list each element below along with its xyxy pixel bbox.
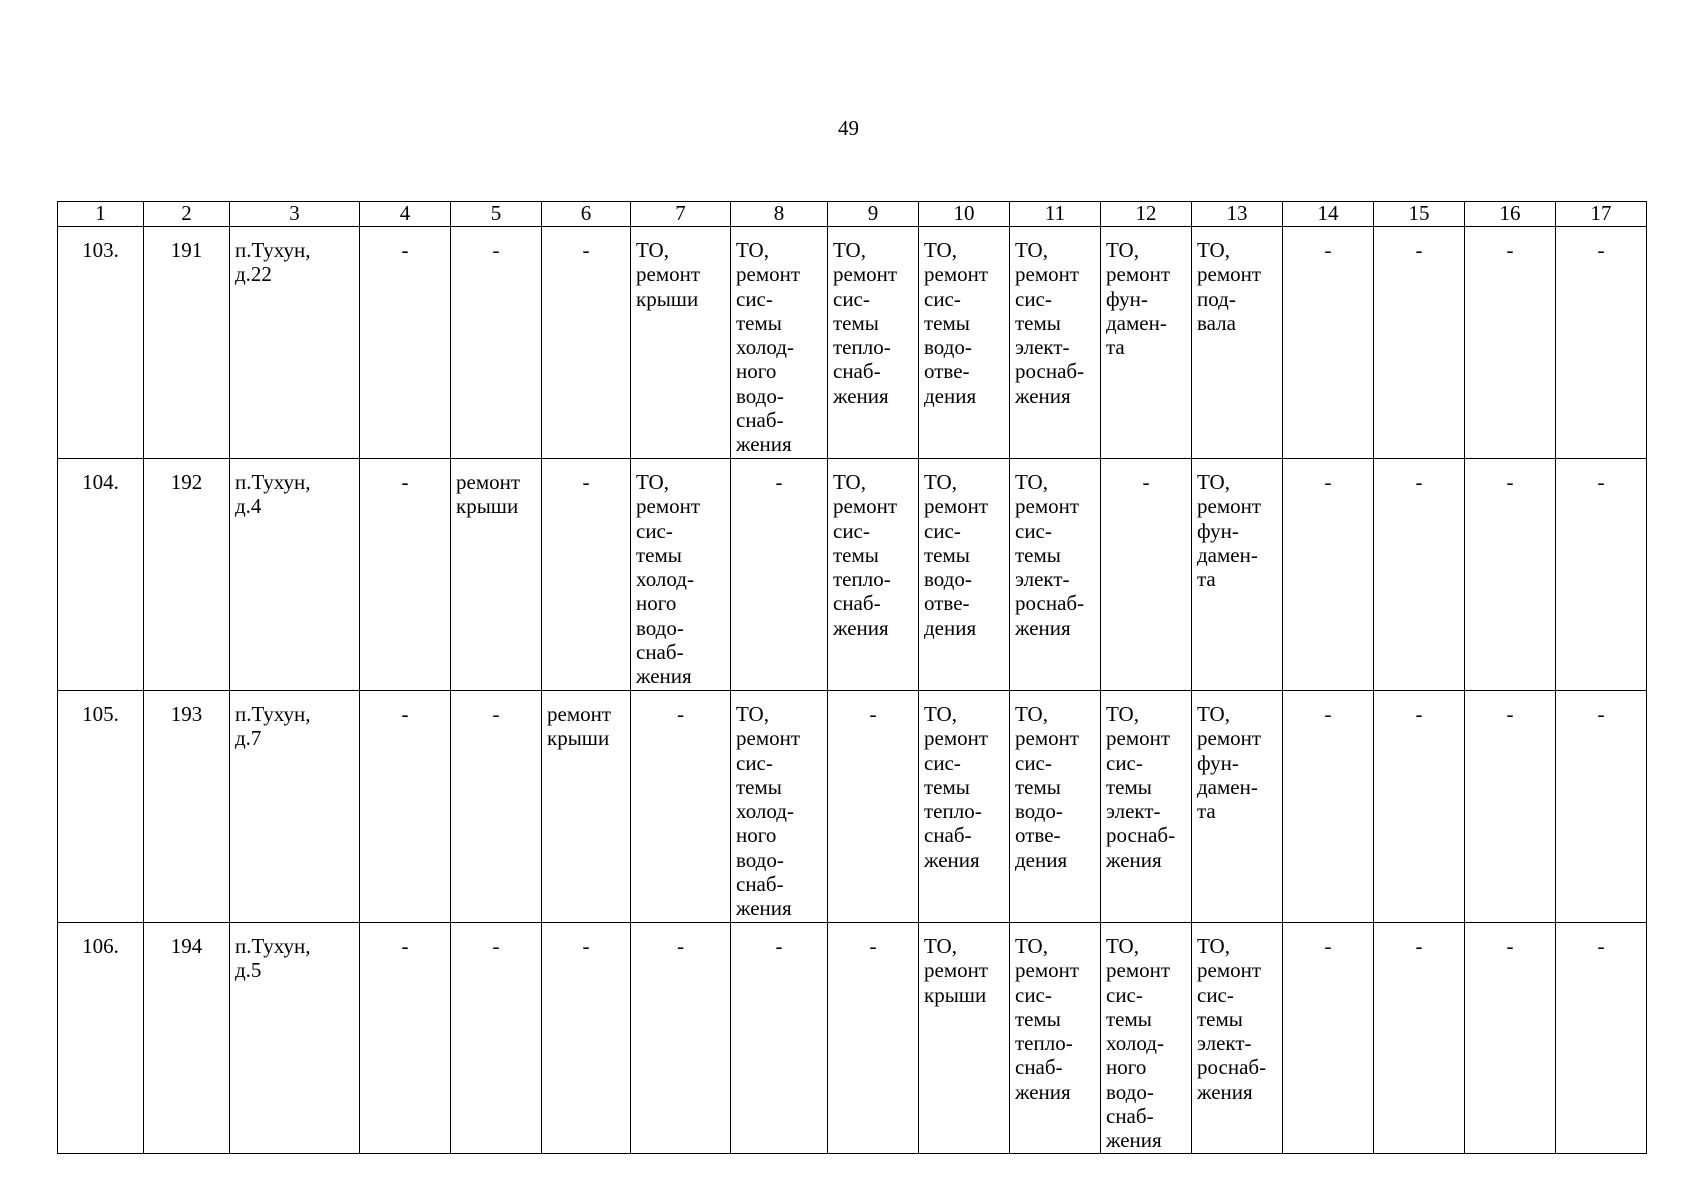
cell-text-line: ремонт — [1106, 262, 1171, 287]
cell-text-line: крыши — [636, 286, 699, 311]
table-cell — [360, 227, 451, 459]
cell-text-line: 106. — [82, 934, 119, 958]
table-cell — [1283, 923, 1374, 1154]
cell-text-line: снаб- — [833, 591, 881, 616]
cell-text-line: снаб- — [833, 359, 881, 384]
cell-text-line: 194 — [170, 934, 203, 958]
cell-text-line: - — [401, 702, 409, 726]
cell-text-line: роснаб- — [1015, 591, 1085, 616]
cell-text-line: сис- — [1015, 286, 1052, 311]
cell-text-line: ного — [636, 591, 677, 616]
cell-text-line: темы — [1015, 310, 1061, 335]
cell-text-line: отве- — [924, 359, 970, 384]
table-cell — [1192, 227, 1283, 459]
table-cell — [1101, 691, 1192, 923]
cell-text-line: ремонт — [833, 262, 898, 287]
cell-text-line: - — [582, 238, 590, 262]
column-number-cell: 11 — [1010, 202, 1101, 227]
table-cell — [1010, 227, 1101, 459]
table-cell — [1374, 691, 1465, 923]
cell-text-line: темы — [736, 310, 782, 335]
table-cell — [1556, 691, 1647, 923]
column-number-row — [58, 202, 1647, 227]
cell-text-line: дения — [924, 383, 977, 408]
cell-text-line: ТО, — [833, 238, 866, 262]
table-cell — [731, 923, 828, 1154]
cell-text-line: ТО, — [1197, 470, 1230, 494]
table-cell — [1465, 227, 1556, 459]
cell-text-line: холод- — [736, 335, 794, 360]
table-cell — [631, 923, 731, 1154]
column-number-cell: 16 — [1465, 202, 1556, 227]
column-number-cell: 14 — [1283, 202, 1374, 227]
cell-text-line: ремонт — [736, 726, 801, 751]
table-cell — [919, 459, 1010, 691]
table-cell — [1101, 459, 1192, 691]
cell-text-line: темы — [1197, 1006, 1243, 1031]
cell-text-line: ТО, — [1015, 702, 1048, 726]
column-number-cell: 1 — [58, 202, 144, 227]
table-cell — [828, 459, 919, 691]
table-cell — [230, 923, 360, 1154]
cell-text-line: - — [582, 934, 590, 958]
column-number-cell: 7 — [631, 202, 731, 227]
table-cell — [1465, 691, 1556, 923]
cell-text-line: жения — [736, 896, 792, 921]
cell-text-line: - — [401, 470, 409, 494]
cell-text-line: - — [1324, 470, 1332, 494]
column-number-cell: 8 — [731, 202, 828, 227]
cell-text-line: снаб- — [924, 823, 972, 848]
table-cell — [1192, 923, 1283, 1154]
cell-text-line: ремонт — [1197, 726, 1262, 751]
table-cell — [144, 923, 230, 1154]
cell-text-line: - — [1324, 702, 1332, 726]
table-cell — [1010, 923, 1101, 1154]
cell-text-line: ТО, — [1106, 702, 1139, 726]
cell-text-line: д.7 — [235, 726, 262, 751]
cell-text-line: ремонт — [1015, 726, 1080, 751]
cell-text-line: ремонт — [1106, 726, 1171, 751]
table-cell — [451, 923, 542, 1154]
cell-text-line: снаб- — [736, 872, 784, 897]
cell-text-line: сис- — [636, 518, 673, 543]
cell-text-line: темы — [636, 542, 682, 567]
cell-text-line: - — [869, 934, 877, 958]
cell-text-line: темы — [924, 774, 970, 799]
cell-text-line: темы — [1015, 542, 1061, 567]
cell-text-line: жения — [833, 615, 889, 640]
cell-text-line: п.Тухун, — [235, 470, 311, 494]
cell-text-line: - — [1142, 470, 1150, 494]
table-cell — [1283, 459, 1374, 691]
cell-text-line: ремонт — [1015, 494, 1080, 519]
cell-text-line: ремонт — [547, 702, 612, 726]
table-cell — [1010, 691, 1101, 923]
column-number-cell: 17 — [1556, 202, 1647, 227]
cell-text-line: 103. — [82, 238, 119, 262]
cell-text-line: роснаб- — [1015, 359, 1085, 384]
cell-text-line: вала — [1197, 310, 1236, 335]
cell-text-line: холод- — [736, 799, 794, 824]
cell-text-line: - — [677, 934, 684, 958]
table-cell — [58, 923, 144, 1154]
cell-text-line: п.Тухун, — [235, 238, 311, 262]
cell-text-line: снаб- — [1106, 1104, 1154, 1129]
cell-text-line: сис- — [1197, 982, 1234, 1007]
cell-text-line: холод- — [636, 567, 694, 592]
cell-text-line: ремонт — [636, 262, 701, 287]
cell-text-line: ТО, — [833, 470, 866, 494]
table-cell — [1010, 459, 1101, 691]
cell-text-line: дения — [1015, 847, 1068, 872]
cell-text-line: - — [1597, 934, 1605, 958]
column-number-cell: 5 — [451, 202, 542, 227]
cell-text-line: тепло- — [833, 567, 891, 592]
column-number-cell: 13 — [1192, 202, 1283, 227]
cell-text-line: - — [1506, 470, 1514, 494]
cell-text-line: элект- — [1015, 567, 1070, 592]
table-cell — [1283, 691, 1374, 923]
table-cell — [1556, 923, 1647, 1154]
cell-text-line: элект- — [1015, 335, 1070, 360]
table-row — [58, 227, 1647, 459]
cell-text-line: - — [492, 702, 500, 726]
table-cell — [58, 227, 144, 459]
cell-text-line: ТО, — [636, 238, 669, 262]
cell-text-line: жения — [833, 383, 889, 408]
cell-text-line: п.Тухун, — [235, 702, 311, 726]
table-cell — [144, 227, 230, 459]
cell-text-line: роснаб- — [1106, 823, 1176, 848]
cell-text-line: фун- — [1197, 750, 1239, 775]
cell-text-line: 192 — [170, 470, 203, 494]
cell-text-line: ТО, — [924, 702, 957, 726]
cell-text-line: ремонт — [1106, 958, 1171, 983]
cell-text-line: ТО, — [1015, 238, 1048, 262]
cell-text-line: элект- — [1106, 799, 1161, 824]
cell-text-line: ремонт — [1197, 494, 1262, 519]
cell-text-line: жения — [1015, 1079, 1071, 1104]
column-number-cell: 3 — [230, 202, 360, 227]
cell-text-line: дамен- — [1197, 542, 1258, 567]
cell-text-line: ремонт — [1197, 958, 1262, 983]
cell-text-line: ТО, — [736, 702, 769, 726]
cell-text-line: крыши — [924, 982, 987, 1007]
cell-text-line: - — [1415, 702, 1423, 726]
cell-text-line: крыши — [456, 494, 519, 519]
cell-text-line: ного — [1106, 1055, 1147, 1080]
cell-text-line: темы — [833, 542, 879, 567]
cell-text-line: ТО, — [1106, 238, 1139, 262]
table-cell — [1101, 227, 1192, 459]
table-cell — [1556, 227, 1647, 459]
cell-text-line: ТО, — [1197, 934, 1230, 958]
table-cell — [230, 691, 360, 923]
cell-text-line: под- — [1197, 286, 1236, 311]
cell-text-line: 193 — [170, 702, 203, 726]
cell-text-line: - — [401, 934, 409, 958]
cell-text-line: темы — [924, 542, 970, 567]
column-number-cell: 15 — [1374, 202, 1465, 227]
table-cell — [1101, 923, 1192, 1154]
cell-text-line: водо- — [736, 383, 784, 408]
column-number-cell: 2 — [144, 202, 230, 227]
cell-text-line: - — [1415, 238, 1423, 262]
cell-text-line: ремонт — [636, 494, 701, 519]
cell-text-line: - — [1506, 934, 1514, 958]
cell-text-line: - — [1597, 238, 1605, 262]
table-cell — [451, 459, 542, 691]
cell-text-line: водо- — [1015, 799, 1063, 824]
cell-text-line: дения — [924, 615, 977, 640]
cell-text-line: жения — [1106, 1128, 1162, 1153]
page-number: 49 — [838, 116, 859, 140]
table-cell — [828, 691, 919, 923]
cell-text-line: - — [401, 238, 409, 262]
column-number-cell: 4 — [360, 202, 451, 227]
cell-text-line: ного — [736, 823, 777, 848]
cell-text-line: ТО, — [1197, 238, 1230, 262]
cell-text-line: та — [1106, 335, 1125, 360]
cell-text-line: дамен- — [1197, 774, 1258, 799]
table-cell — [731, 459, 828, 691]
table-cell — [542, 459, 631, 691]
cell-text-line: - — [1415, 934, 1423, 958]
cell-text-line: ремонт — [924, 262, 989, 287]
cell-text-line: ТО, — [1015, 934, 1048, 958]
cell-text-line: 191 — [170, 238, 203, 262]
cell-text-line: темы — [1106, 1006, 1152, 1031]
cell-text-line: снаб- — [1015, 1055, 1063, 1080]
cell-text-line: темы — [736, 774, 782, 799]
cell-text-line: темы — [1015, 774, 1061, 799]
table-cell — [1192, 459, 1283, 691]
cell-text-line: холод- — [1106, 1031, 1164, 1056]
cell-text-line: ремонт — [924, 958, 989, 983]
table-cell — [631, 227, 731, 459]
cell-text-line: - — [1597, 702, 1605, 726]
table-cell — [144, 459, 230, 691]
cell-text-line: ремонт — [456, 470, 521, 494]
table-cell — [230, 459, 360, 691]
cell-text-line: темы — [833, 310, 879, 335]
table-cell — [828, 923, 919, 1154]
cell-text-line: сис- — [1015, 518, 1052, 543]
cell-text-line: фун- — [1197, 518, 1239, 543]
cell-text-line: - — [775, 470, 783, 494]
cell-text-line: сис- — [833, 518, 870, 543]
cell-text-line: дамен- — [1106, 310, 1167, 335]
cell-text-line: жения — [736, 432, 792, 457]
cell-text-line: снаб- — [636, 640, 684, 665]
cell-text-line: сис- — [924, 518, 961, 543]
table-cell — [144, 691, 230, 923]
table-cell — [1283, 227, 1374, 459]
cell-text-line: 104. — [82, 470, 119, 494]
table-row — [58, 691, 1647, 923]
cell-text-line: - — [1506, 238, 1514, 262]
cell-text-line: водо- — [736, 847, 784, 872]
cell-text-line: сис- — [1106, 982, 1143, 1007]
table-cell — [542, 923, 631, 1154]
table-cell — [1465, 459, 1556, 691]
cell-text-line: ремонт — [736, 262, 801, 287]
table-cell — [1374, 459, 1465, 691]
table-cell — [542, 227, 631, 459]
cell-text-line: водо- — [924, 567, 972, 592]
table-cell — [1465, 923, 1556, 1154]
cell-text-line: жения — [1015, 383, 1071, 408]
cell-text-line: ТО, — [924, 470, 957, 494]
cell-text-line: ремонт — [1197, 262, 1262, 287]
cell-text-line: тепло- — [833, 335, 891, 360]
cell-text-line: ТО, — [924, 934, 957, 958]
column-number-cell: 6 — [542, 202, 631, 227]
cell-text-line: сис- — [924, 750, 961, 775]
table-cell — [731, 227, 828, 459]
cell-text-line: ремонт — [833, 494, 898, 519]
cell-text-line: - — [1324, 238, 1332, 262]
cell-text-line: тепло- — [1015, 1031, 1073, 1056]
table-cell — [58, 691, 144, 923]
table-cell — [360, 691, 451, 923]
cell-text-line: жения — [1197, 1079, 1253, 1104]
cell-text-line: жения — [636, 664, 692, 689]
cell-text-line: - — [582, 470, 590, 494]
cell-text-line: крыши — [547, 726, 610, 751]
cell-text-line: д.22 — [235, 262, 272, 287]
cell-text-line: водо- — [924, 335, 972, 360]
table-row — [58, 459, 1647, 691]
cell-text-line: отве- — [1015, 823, 1061, 848]
cell-text-line: жения — [924, 847, 980, 872]
table-cell — [360, 923, 451, 1154]
cell-text-line: жения — [1106, 847, 1162, 872]
cell-text-line: - — [869, 702, 877, 726]
cell-text-line: ремонт — [924, 494, 989, 519]
cell-text-line: сис- — [1106, 750, 1143, 775]
table-cell — [919, 691, 1010, 923]
table-cell — [828, 227, 919, 459]
cell-text-line: тепло- — [924, 799, 982, 824]
cell-text-line: ТО, — [1197, 702, 1230, 726]
cell-text-line: ремонт — [1015, 958, 1080, 983]
table-cell — [542, 691, 631, 923]
cell-text-line: сис- — [833, 286, 870, 311]
table-cell — [230, 227, 360, 459]
cell-text-line: ТО, — [1106, 934, 1139, 958]
repair-schedule-table — [57, 201, 1647, 1154]
cell-text-line: темы — [1015, 1006, 1061, 1031]
cell-text-line: сис- — [1015, 750, 1052, 775]
table-cell — [1192, 691, 1283, 923]
table-cell — [1556, 459, 1647, 691]
cell-text-line: сис- — [736, 750, 773, 775]
cell-text-line: темы — [1106, 774, 1152, 799]
table-cell — [919, 923, 1010, 1154]
cell-text-line: - — [1415, 470, 1423, 494]
cell-text-line: сис- — [1015, 982, 1052, 1007]
cell-text-line: водо- — [636, 615, 684, 640]
column-number-cell: 10 — [919, 202, 1010, 227]
cell-text-line: снаб- — [736, 408, 784, 433]
cell-text-line: ремонт — [1015, 262, 1080, 287]
cell-text-line: - — [492, 934, 500, 958]
cell-text-line: - — [1324, 934, 1332, 958]
table-cell — [631, 459, 731, 691]
cell-text-line: д.4 — [235, 494, 262, 519]
table-cell — [1374, 923, 1465, 1154]
cell-text-line: ного — [736, 359, 777, 384]
cell-text-line: д.5 — [235, 958, 262, 983]
cell-text-line: ремонт — [924, 726, 989, 751]
cell-text-line: та — [1197, 567, 1216, 592]
cell-text-line: водо- — [1106, 1079, 1154, 1104]
table-cell — [451, 227, 542, 459]
cell-text-line: элект- — [1197, 1031, 1252, 1056]
cell-text-line: ТО, — [636, 470, 669, 494]
cell-text-line: ТО, — [1015, 470, 1048, 494]
cell-text-line: - — [492, 238, 500, 262]
cell-text-line: отве- — [924, 591, 970, 616]
cell-text-line: сис- — [736, 286, 773, 311]
table-cell — [360, 459, 451, 691]
table-cell — [1374, 227, 1465, 459]
table-row — [58, 923, 1647, 1154]
column-number-cell: 9 — [828, 202, 919, 227]
cell-text-line: - — [775, 934, 783, 958]
cell-text-line: роснаб- — [1197, 1055, 1267, 1080]
cell-text-line: жения — [1015, 615, 1071, 640]
cell-text-line: сис- — [924, 286, 961, 311]
cell-text-line: п.Тухун, — [235, 934, 311, 958]
cell-text-line: - — [677, 702, 684, 726]
table-cell — [631, 691, 731, 923]
cell-text-line: - — [1597, 470, 1605, 494]
cell-text-line: ТО, — [736, 238, 769, 262]
cell-text-line: та — [1197, 799, 1216, 824]
cell-text-line: ТО, — [924, 238, 957, 262]
table-cell — [731, 691, 828, 923]
cell-text-line: 105. — [82, 702, 119, 726]
cell-text-line: фун- — [1106, 286, 1148, 311]
column-number-cell: 12 — [1101, 202, 1192, 227]
table-cell — [919, 227, 1010, 459]
cell-text-line: - — [1506, 702, 1514, 726]
table-cell — [58, 459, 144, 691]
table-cell — [451, 691, 542, 923]
cell-text-line: темы — [924, 310, 970, 335]
